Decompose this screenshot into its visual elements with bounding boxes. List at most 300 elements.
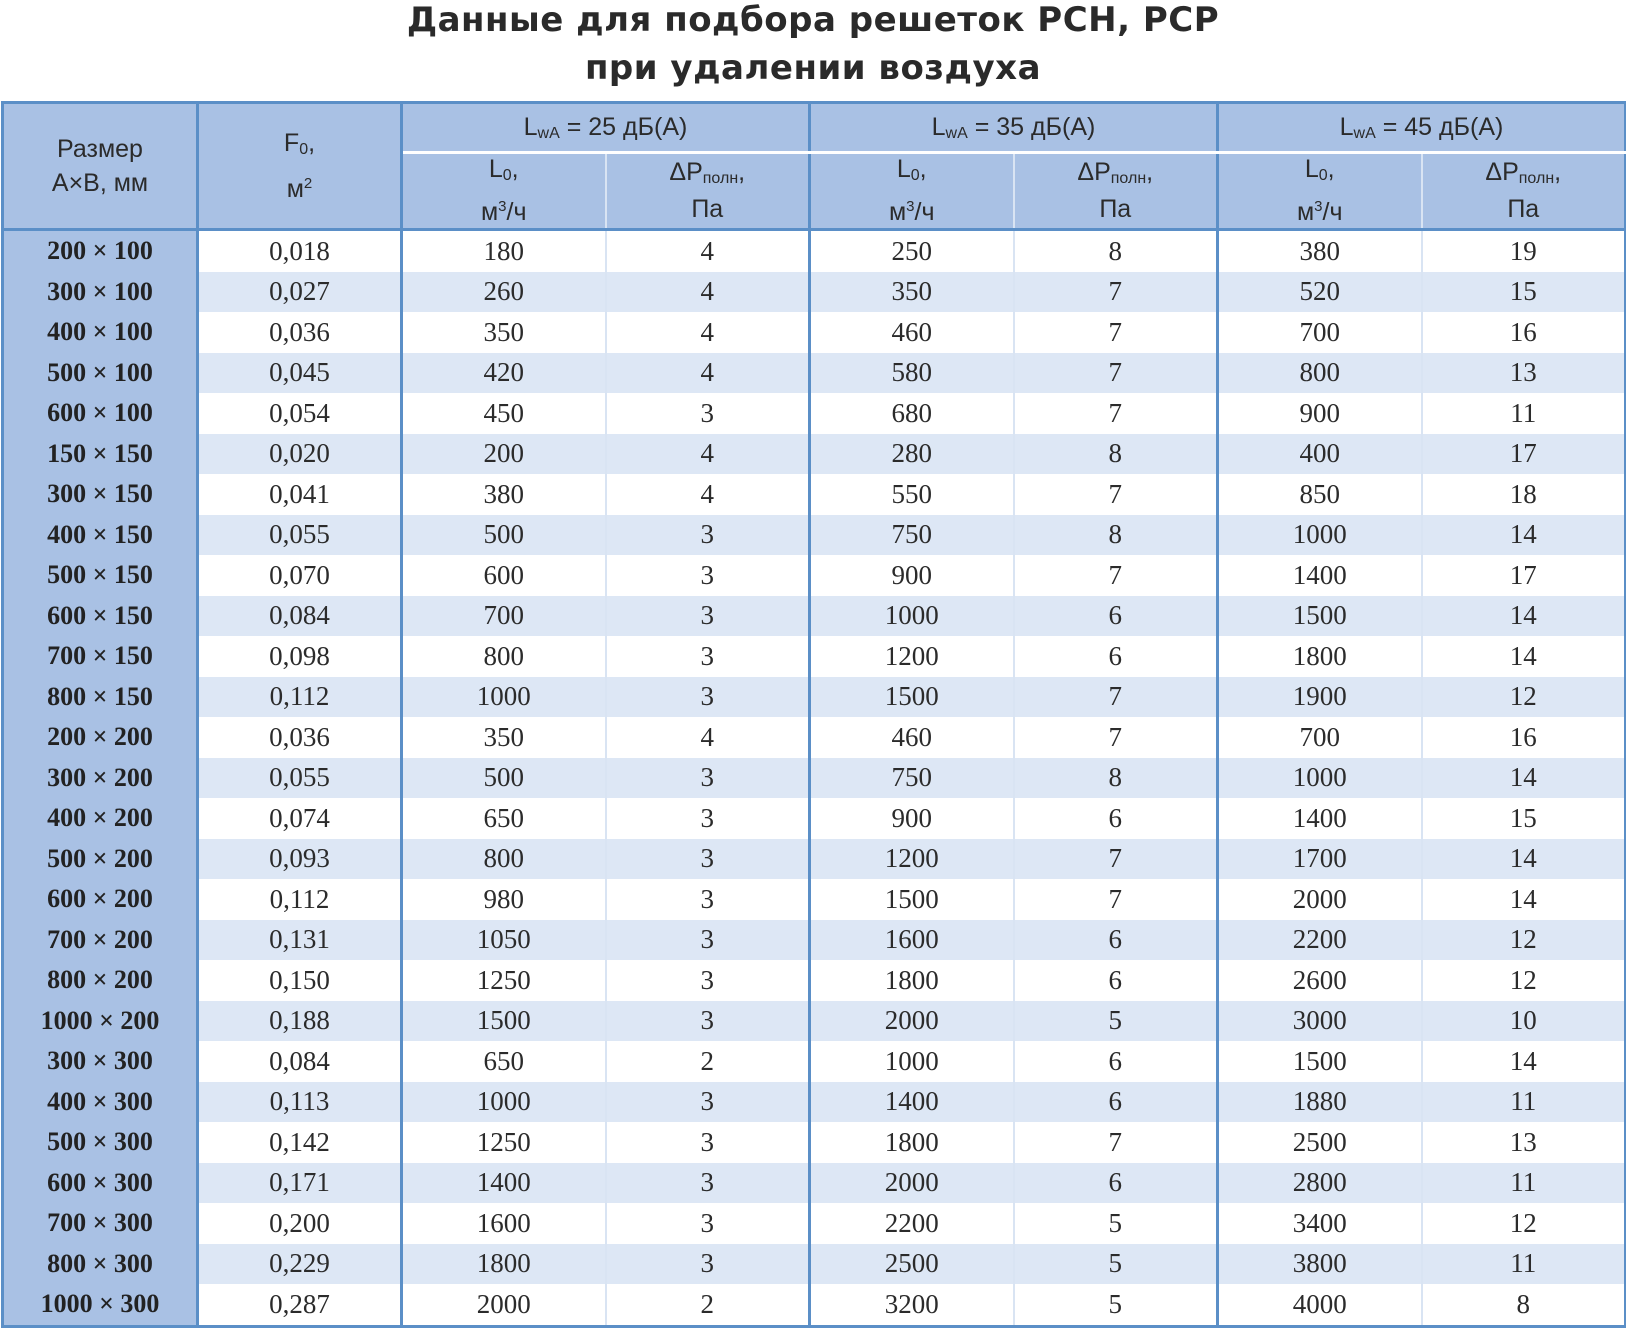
dp-25-cell: 3 bbox=[606, 1244, 810, 1285]
l0-35-cell: 1000 bbox=[810, 596, 1014, 637]
l0-25-cell: 450 bbox=[402, 393, 606, 434]
size-cell: 200 × 100 bbox=[3, 230, 198, 272]
dp-25-cell: 3 bbox=[606, 920, 810, 961]
table-row bbox=[3, 596, 1626, 637]
dp-comma: , bbox=[1554, 158, 1562, 186]
f0-cell: 0,112 bbox=[198, 879, 402, 920]
f0-cell: 0,150 bbox=[198, 960, 402, 1001]
dp-symbol: ΔP bbox=[1485, 158, 1519, 186]
size-cell: 800 × 200 bbox=[3, 960, 198, 1001]
l0-35-cell: 460 bbox=[810, 717, 1014, 758]
table-row bbox=[3, 1163, 1626, 1204]
l0-35-cell: 750 bbox=[810, 758, 1014, 799]
header-f0-comma: , bbox=[308, 129, 316, 157]
header-pressure-dp bbox=[1014, 153, 1218, 230]
l0-25-cell: 1000 bbox=[402, 1082, 606, 1123]
header-size bbox=[3, 103, 198, 230]
table-row bbox=[3, 555, 1626, 596]
size-cell: 800 × 150 bbox=[3, 677, 198, 718]
dp-subscript: полн bbox=[1518, 170, 1555, 187]
table-row bbox=[3, 758, 1626, 799]
l0-45-cell: 3800 bbox=[1218, 1244, 1422, 1285]
table-row bbox=[3, 1284, 1626, 1326]
dp-35-cell: 6 bbox=[1014, 1082, 1218, 1123]
dp-35-cell: 5 bbox=[1014, 1244, 1218, 1285]
dp-45-cell: 14 bbox=[1422, 758, 1626, 799]
dp-25-cell: 3 bbox=[606, 879, 810, 920]
f0-cell: 0,084 bbox=[198, 1041, 402, 1082]
dp-35-cell: 7 bbox=[1014, 1122, 1218, 1163]
header-pressure-dp bbox=[606, 153, 810, 230]
f0-cell: 0,098 bbox=[198, 636, 402, 677]
l0-comma: , bbox=[511, 155, 519, 183]
l0-45-cell: 1800 bbox=[1218, 636, 1422, 677]
header-pressure-dp bbox=[1422, 153, 1626, 230]
l0-35-cell: 900 bbox=[810, 798, 1014, 839]
size-cell: 400 × 300 bbox=[3, 1082, 198, 1123]
dp-35-cell: 5 bbox=[1014, 1284, 1218, 1326]
dp-25-cell: 3 bbox=[606, 1082, 810, 1123]
dp-45-cell: 17 bbox=[1422, 434, 1626, 475]
dp-35-cell: 6 bbox=[1014, 960, 1218, 1001]
page-title: Данные для подбора решеток РСН, РСР bbox=[406, 0, 1220, 40]
dp-35-cell: 8 bbox=[1014, 434, 1218, 475]
group-value: = 25 дБ(А) bbox=[559, 112, 688, 141]
dp-35-cell: 7 bbox=[1014, 312, 1218, 353]
l0-25-cell: 600 bbox=[402, 555, 606, 596]
header-f0 bbox=[198, 103, 402, 230]
group-symbol: L bbox=[1339, 112, 1354, 141]
dp-35-cell: 8 bbox=[1014, 515, 1218, 556]
table-row bbox=[3, 677, 1626, 718]
header-airflow-l0 bbox=[1218, 153, 1422, 230]
group-subscript: wA bbox=[537, 124, 560, 142]
dp-35-cell: 6 bbox=[1014, 636, 1218, 677]
f0-cell: 0,045 bbox=[198, 353, 402, 394]
size-cell: 600 × 300 bbox=[3, 1163, 198, 1204]
group-value: = 35 дБ(А) bbox=[967, 112, 1096, 141]
l0-35-cell: 900 bbox=[810, 555, 1014, 596]
dp-45-cell: 14 bbox=[1422, 879, 1626, 920]
table-row bbox=[3, 272, 1626, 313]
l0-25-cell: 1000 bbox=[402, 677, 606, 718]
l0-25-cell: 500 bbox=[402, 758, 606, 799]
table-header bbox=[3, 103, 1626, 230]
size-cell: 700 × 200 bbox=[3, 920, 198, 961]
dp-25-cell: 3 bbox=[606, 1163, 810, 1204]
dp-35-cell: 6 bbox=[1014, 798, 1218, 839]
dp-45-cell: 11 bbox=[1422, 1244, 1626, 1285]
l0-comma: , bbox=[919, 155, 927, 183]
f0-cell: 0,036 bbox=[198, 312, 402, 353]
size-cell: 500 × 200 bbox=[3, 839, 198, 880]
f0-cell: 0,084 bbox=[198, 596, 402, 637]
l0-35-cell: 2500 bbox=[810, 1244, 1014, 1285]
dp-25-cell: 4 bbox=[606, 474, 810, 515]
size-cell: 400 × 150 bbox=[3, 515, 198, 556]
dp-25-cell: 4 bbox=[606, 434, 810, 475]
l0-25-cell: 260 bbox=[402, 272, 606, 313]
table-row bbox=[3, 839, 1626, 880]
l0-35-cell: 1200 bbox=[810, 839, 1014, 880]
size-cell: 700 × 150 bbox=[3, 636, 198, 677]
dp-45-cell: 8 bbox=[1422, 1284, 1626, 1326]
f0-cell: 0,093 bbox=[198, 839, 402, 880]
dp-35-cell: 6 bbox=[1014, 596, 1218, 637]
l0-35-cell: 1200 bbox=[810, 636, 1014, 677]
table-row bbox=[3, 474, 1626, 515]
table-row bbox=[3, 515, 1626, 556]
l0-unit-rest: /ч bbox=[1322, 198, 1343, 226]
dp-35-cell: 6 bbox=[1014, 1163, 1218, 1204]
l0-35-cell: 1800 bbox=[810, 960, 1014, 1001]
dp-25-cell: 3 bbox=[606, 596, 810, 637]
l0-45-cell: 1700 bbox=[1218, 839, 1422, 880]
l0-25-cell: 1400 bbox=[402, 1163, 606, 1204]
l0-subscript: 0 bbox=[910, 167, 920, 184]
size-cell: 300 × 200 bbox=[3, 758, 198, 799]
group-symbol: L bbox=[931, 112, 946, 141]
size-cell: 500 × 300 bbox=[3, 1122, 198, 1163]
l0-45-cell: 3000 bbox=[1218, 1001, 1422, 1042]
table-row bbox=[3, 353, 1626, 394]
table-row bbox=[3, 960, 1626, 1001]
f0-cell: 0,188 bbox=[198, 1001, 402, 1042]
group-subscript: wA bbox=[945, 124, 968, 142]
l0-35-cell: 2000 bbox=[810, 1001, 1014, 1042]
dp-35-cell: 7 bbox=[1014, 677, 1218, 718]
size-cell: 600 × 200 bbox=[3, 879, 198, 920]
f0-cell: 0,055 bbox=[198, 758, 402, 799]
dp-45-cell: 14 bbox=[1422, 839, 1626, 880]
dp-45-cell: 14 bbox=[1422, 596, 1626, 637]
l0-25-cell: 1250 bbox=[402, 1122, 606, 1163]
l0-unit: м bbox=[480, 198, 499, 226]
l0-25-cell: 180 bbox=[402, 230, 606, 272]
table-row bbox=[3, 1203, 1626, 1244]
dp-35-cell: 7 bbox=[1014, 272, 1218, 313]
dp-35-cell: 5 bbox=[1014, 1001, 1218, 1042]
l0-35-cell: 460 bbox=[810, 312, 1014, 353]
l0-35-cell: 1600 bbox=[810, 920, 1014, 961]
f0-cell: 0,131 bbox=[198, 920, 402, 961]
size-cell: 500 × 150 bbox=[3, 555, 198, 596]
dp-25-cell: 3 bbox=[606, 758, 810, 799]
size-cell: 600 × 150 bbox=[3, 596, 198, 637]
l0-subscript: 0 bbox=[1318, 167, 1328, 184]
dp-25-cell: 4 bbox=[606, 353, 810, 394]
l0-35-cell: 280 bbox=[810, 434, 1014, 475]
table-row bbox=[3, 312, 1626, 353]
size-cell: 700 × 300 bbox=[3, 1203, 198, 1244]
dp-unit: Па bbox=[691, 195, 724, 223]
l0-45-cell: 900 bbox=[1218, 393, 1422, 434]
l0-25-cell: 800 bbox=[402, 839, 606, 880]
dp-45-cell: 14 bbox=[1422, 636, 1626, 677]
l0-45-cell: 800 bbox=[1218, 353, 1422, 394]
dp-45-cell: 16 bbox=[1422, 717, 1626, 758]
table-row bbox=[3, 920, 1626, 961]
l0-symbol: L bbox=[488, 155, 503, 183]
l0-35-cell: 1000 bbox=[810, 1041, 1014, 1082]
l0-45-cell: 1000 bbox=[1218, 515, 1422, 556]
dp-25-cell: 3 bbox=[606, 1122, 810, 1163]
dp-35-cell: 8 bbox=[1014, 758, 1218, 799]
f0-cell: 0,055 bbox=[198, 515, 402, 556]
l0-45-cell: 1400 bbox=[1218, 555, 1422, 596]
header-f0-subscript: 0 bbox=[299, 141, 309, 158]
size-cell: 500 × 100 bbox=[3, 353, 198, 394]
dp-symbol: ΔP bbox=[1077, 158, 1111, 186]
header-size-line1: Размер bbox=[57, 135, 143, 163]
l0-25-cell: 800 bbox=[402, 636, 606, 677]
header-airflow-l0 bbox=[810, 153, 1014, 230]
table-row bbox=[3, 879, 1626, 920]
table-body bbox=[3, 230, 1626, 1327]
dp-unit: Па bbox=[1099, 195, 1132, 223]
dp-35-cell: 7 bbox=[1014, 474, 1218, 515]
f0-cell: 0,142 bbox=[198, 1122, 402, 1163]
dp-comma: , bbox=[738, 158, 746, 186]
header-f0-unit: м bbox=[286, 175, 304, 203]
l0-35-cell: 1500 bbox=[810, 677, 1014, 718]
l0-unit: м bbox=[1296, 198, 1315, 226]
dp-25-cell: 2 bbox=[606, 1284, 810, 1326]
l0-45-cell: 700 bbox=[1218, 717, 1422, 758]
table-row bbox=[3, 1041, 1626, 1082]
l0-35-cell: 250 bbox=[810, 230, 1014, 272]
l0-25-cell: 650 bbox=[402, 798, 606, 839]
l0-35-cell: 680 bbox=[810, 393, 1014, 434]
l0-45-cell: 3400 bbox=[1218, 1203, 1422, 1244]
l0-35-cell: 580 bbox=[810, 353, 1014, 394]
l0-45-cell: 4000 bbox=[1218, 1284, 1422, 1326]
dp-45-cell: 15 bbox=[1422, 798, 1626, 839]
l0-25-cell: 500 bbox=[402, 515, 606, 556]
dp-symbol: ΔP bbox=[669, 158, 703, 186]
dp-45-cell: 11 bbox=[1422, 1082, 1626, 1123]
dp-45-cell: 12 bbox=[1422, 677, 1626, 718]
l0-35-cell: 2200 bbox=[810, 1203, 1014, 1244]
l0-45-cell: 1880 bbox=[1218, 1082, 1422, 1123]
dp-35-cell: 6 bbox=[1014, 1041, 1218, 1082]
f0-cell: 0,112 bbox=[198, 677, 402, 718]
dp-25-cell: 3 bbox=[606, 393, 810, 434]
l0-unit-exponent: 3 bbox=[1314, 198, 1323, 215]
dp-25-cell: 3 bbox=[606, 555, 810, 596]
l0-45-cell: 700 bbox=[1218, 312, 1422, 353]
dp-35-cell: 7 bbox=[1014, 839, 1218, 880]
table-row bbox=[3, 1001, 1626, 1042]
l0-25-cell: 980 bbox=[402, 879, 606, 920]
dp-45-cell: 14 bbox=[1422, 1041, 1626, 1082]
table-row bbox=[3, 393, 1626, 434]
l0-35-cell: 2000 bbox=[810, 1163, 1014, 1204]
dp-45-cell: 11 bbox=[1422, 1163, 1626, 1204]
f0-cell: 0,200 bbox=[198, 1203, 402, 1244]
l0-35-cell: 1500 bbox=[810, 879, 1014, 920]
l0-35-cell: 350 bbox=[810, 272, 1014, 313]
l0-25-cell: 420 bbox=[402, 353, 606, 394]
l0-unit-exponent: 3 bbox=[906, 198, 915, 215]
l0-35-cell: 3200 bbox=[810, 1284, 1014, 1326]
header-group-25db bbox=[402, 103, 810, 153]
selection-table bbox=[1, 101, 1626, 1328]
title-block bbox=[0, 0, 1626, 100]
header-airflow-l0 bbox=[402, 153, 606, 230]
group-symbol: L bbox=[523, 112, 538, 141]
dp-35-cell: 5 bbox=[1014, 1203, 1218, 1244]
dp-25-cell: 3 bbox=[606, 1203, 810, 1244]
l0-45-cell: 400 bbox=[1218, 434, 1422, 475]
header-size-line2: A×B, мм bbox=[51, 169, 149, 197]
f0-cell: 0,171 bbox=[198, 1163, 402, 1204]
l0-45-cell: 380 bbox=[1218, 230, 1422, 272]
dp-25-cell: 4 bbox=[606, 312, 810, 353]
l0-45-cell: 2200 bbox=[1218, 920, 1422, 961]
page-subtitle: при удалении воздуха bbox=[584, 48, 1042, 88]
f0-cell: 0,036 bbox=[198, 717, 402, 758]
header-f0-unit-exponent: 2 bbox=[303, 175, 313, 192]
l0-subscript: 0 bbox=[502, 167, 512, 184]
l0-symbol: L bbox=[1304, 155, 1319, 183]
table-row bbox=[3, 717, 1626, 758]
f0-cell: 0,229 bbox=[198, 1244, 402, 1285]
dp-45-cell: 13 bbox=[1422, 1122, 1626, 1163]
dp-35-cell: 7 bbox=[1014, 717, 1218, 758]
size-cell: 400 × 100 bbox=[3, 312, 198, 353]
l0-25-cell: 2000 bbox=[402, 1284, 606, 1326]
size-cell: 600 × 100 bbox=[3, 393, 198, 434]
l0-25-cell: 350 bbox=[402, 717, 606, 758]
dp-45-cell: 10 bbox=[1422, 1001, 1626, 1042]
size-cell: 200 × 200 bbox=[3, 717, 198, 758]
table-row bbox=[3, 230, 1626, 272]
l0-45-cell: 1000 bbox=[1218, 758, 1422, 799]
dp-25-cell: 3 bbox=[606, 960, 810, 1001]
l0-45-cell: 2500 bbox=[1218, 1122, 1422, 1163]
dp-45-cell: 18 bbox=[1422, 474, 1626, 515]
l0-25-cell: 1050 bbox=[402, 920, 606, 961]
dp-45-cell: 13 bbox=[1422, 353, 1626, 394]
table-row bbox=[3, 434, 1626, 475]
dp-25-cell: 3 bbox=[606, 1001, 810, 1042]
l0-45-cell: 1500 bbox=[1218, 1041, 1422, 1082]
size-cell: 300 × 300 bbox=[3, 1041, 198, 1082]
dp-45-cell: 15 bbox=[1422, 272, 1626, 313]
l0-45-cell: 2800 bbox=[1218, 1163, 1422, 1204]
f0-cell: 0,287 bbox=[198, 1284, 402, 1326]
l0-unit-rest: /ч bbox=[506, 198, 527, 226]
dp-35-cell: 7 bbox=[1014, 353, 1218, 394]
l0-25-cell: 350 bbox=[402, 312, 606, 353]
f0-cell: 0,054 bbox=[198, 393, 402, 434]
l0-25-cell: 700 bbox=[402, 596, 606, 637]
dp-45-cell: 12 bbox=[1422, 920, 1626, 961]
dp-25-cell: 4 bbox=[606, 717, 810, 758]
dp-25-cell: 4 bbox=[606, 230, 810, 272]
l0-unit-exponent: 3 bbox=[498, 198, 507, 215]
header-group-45db bbox=[1218, 103, 1626, 153]
size-cell: 1000 × 300 bbox=[3, 1284, 198, 1326]
size-cell: 800 × 300 bbox=[3, 1244, 198, 1285]
l0-45-cell: 1900 bbox=[1218, 677, 1422, 718]
dp-45-cell: 14 bbox=[1422, 515, 1626, 556]
size-cell: 1000 × 200 bbox=[3, 1001, 198, 1042]
l0-35-cell: 1800 bbox=[810, 1122, 1014, 1163]
l0-25-cell: 1600 bbox=[402, 1203, 606, 1244]
dp-45-cell: 12 bbox=[1422, 1203, 1626, 1244]
table-row bbox=[3, 1244, 1626, 1285]
dp-25-cell: 4 bbox=[606, 272, 810, 313]
group-subscript: wA bbox=[1353, 124, 1376, 142]
l0-25-cell: 650 bbox=[402, 1041, 606, 1082]
dp-25-cell: 3 bbox=[606, 798, 810, 839]
dp-35-cell: 7 bbox=[1014, 393, 1218, 434]
header-f0-symbol: F bbox=[283, 129, 300, 157]
dp-35-cell: 7 bbox=[1014, 879, 1218, 920]
f0-cell: 0,070 bbox=[198, 555, 402, 596]
l0-45-cell: 2600 bbox=[1218, 960, 1422, 1001]
l0-unit: м bbox=[888, 198, 907, 226]
l0-35-cell: 550 bbox=[810, 474, 1014, 515]
dp-35-cell: 7 bbox=[1014, 555, 1218, 596]
l0-25-cell: 200 bbox=[402, 434, 606, 475]
l0-25-cell: 1250 bbox=[402, 960, 606, 1001]
table-row bbox=[3, 798, 1626, 839]
dp-45-cell: 16 bbox=[1422, 312, 1626, 353]
group-value: = 45 дБ(А) bbox=[1375, 112, 1504, 141]
dp-25-cell: 3 bbox=[606, 839, 810, 880]
l0-symbol: L bbox=[896, 155, 911, 183]
header-group-35db bbox=[810, 103, 1218, 153]
l0-comma: , bbox=[1327, 155, 1335, 183]
dp-35-cell: 6 bbox=[1014, 920, 1218, 961]
l0-25-cell: 380 bbox=[402, 474, 606, 515]
l0-25-cell: 1800 bbox=[402, 1244, 606, 1285]
dp-25-cell: 3 bbox=[606, 515, 810, 556]
l0-45-cell: 850 bbox=[1218, 474, 1422, 515]
size-cell: 300 × 150 bbox=[3, 474, 198, 515]
l0-25-cell: 1500 bbox=[402, 1001, 606, 1042]
f0-cell: 0,113 bbox=[198, 1082, 402, 1123]
dp-45-cell: 17 bbox=[1422, 555, 1626, 596]
table-row bbox=[3, 1082, 1626, 1123]
l0-35-cell: 750 bbox=[810, 515, 1014, 556]
dp-comma: , bbox=[1146, 158, 1154, 186]
l0-45-cell: 1500 bbox=[1218, 596, 1422, 637]
l0-unit-rest: /ч bbox=[914, 198, 935, 226]
table-row bbox=[3, 1122, 1626, 1163]
dp-subscript: полн bbox=[702, 170, 739, 187]
dp-45-cell: 19 bbox=[1422, 230, 1626, 272]
size-cell: 400 × 200 bbox=[3, 798, 198, 839]
dp-unit: Па bbox=[1507, 195, 1540, 223]
f0-cell: 0,041 bbox=[198, 474, 402, 515]
l0-45-cell: 520 bbox=[1218, 272, 1422, 313]
dp-25-cell: 3 bbox=[606, 677, 810, 718]
dp-25-cell: 2 bbox=[606, 1041, 810, 1082]
f0-cell: 0,018 bbox=[198, 230, 402, 272]
f0-cell: 0,027 bbox=[198, 272, 402, 313]
size-cell: 300 × 100 bbox=[3, 272, 198, 313]
l0-45-cell: 2000 bbox=[1218, 879, 1422, 920]
dp-45-cell: 11 bbox=[1422, 393, 1626, 434]
dp-subscript: полн bbox=[1110, 170, 1147, 187]
dp-45-cell: 12 bbox=[1422, 960, 1626, 1001]
l0-45-cell: 1400 bbox=[1218, 798, 1422, 839]
f0-cell: 0,020 bbox=[198, 434, 402, 475]
